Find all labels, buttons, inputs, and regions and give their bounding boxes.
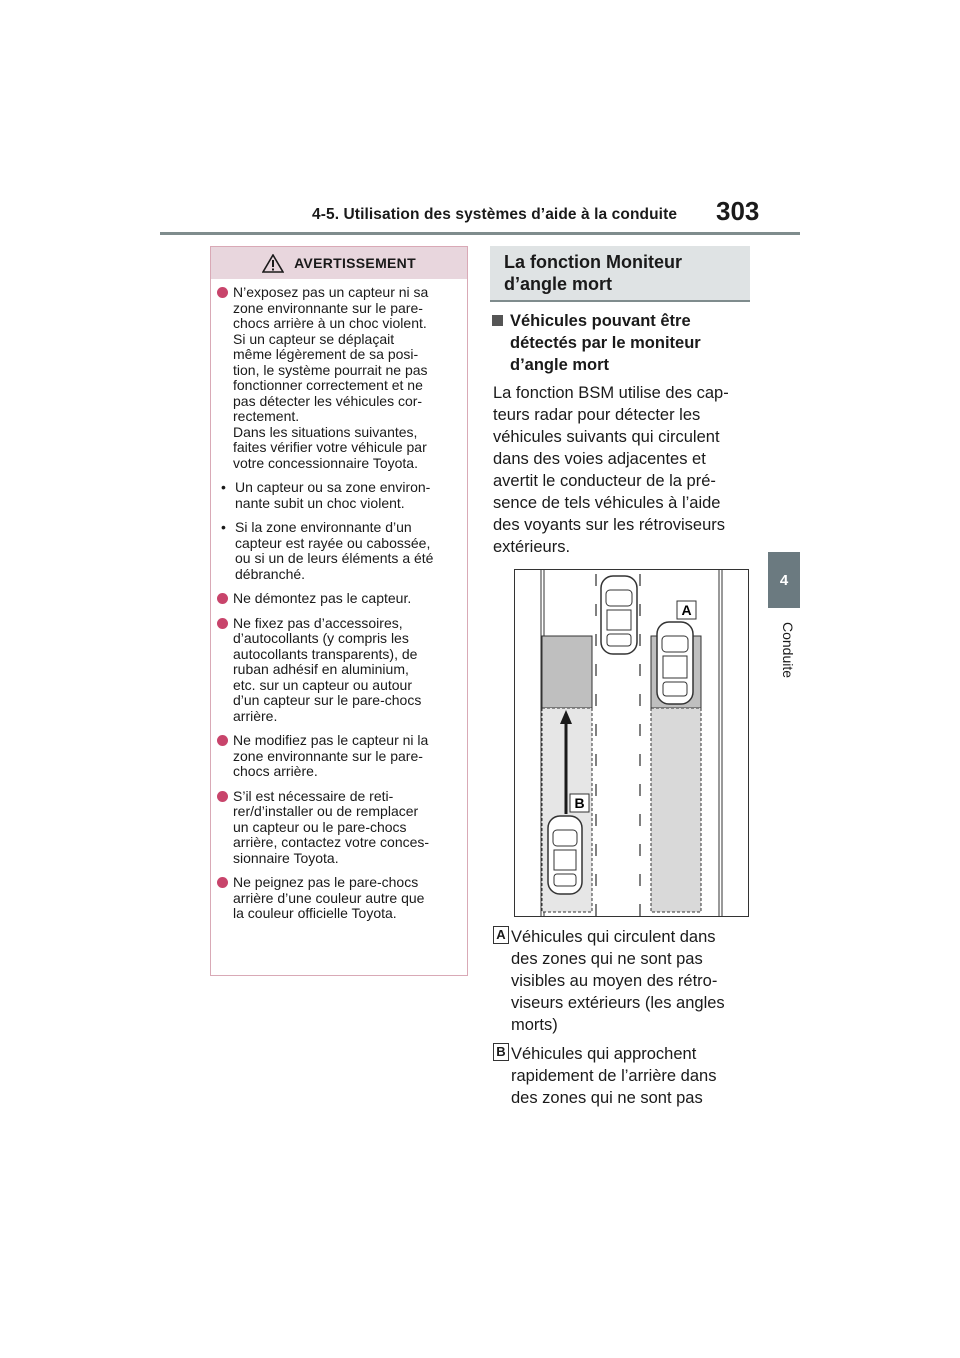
bullet-dot-icon [217,287,228,298]
warning-item [217,591,457,607]
legend-key-a: A [493,926,509,944]
warning-item-text: N’exposez pas un capteur ni sa zone environnante sur le pare- chocs arrière à un choc violent. Si un capteur se déplaçait même légèrement de sa posi- tion, le système pourrait ne pas fonctionner correctement et ne pas détecter les véhicules cor- rectement. Dans les situations suivantes, faites vérifier votre véhicule par votre concessionnaire Toyota. [233,284,429,471]
legend-item-b [493,1043,753,1109]
sub-heading [492,310,748,376]
header-divider [160,232,800,235]
warning-item [217,733,457,780]
car-icon [657,622,693,704]
figure-label-b: B [574,795,585,811]
figure-label-a: A [681,602,692,618]
bullet-icon: • [221,479,226,495]
bullet-icon: • [221,519,226,535]
page-number: 303 [716,196,760,226]
warning-subitem-text: Si la zone environnante d’un capteur est rayée ou cabossée, ou si un de leurs éléments a été débranché. [235,519,434,582]
section-title: La fonction Moniteur d’angle mort [490,246,750,302]
bullet-dot-icon [217,593,228,604]
sub-heading-text: Véhicules pouvant être détectés par le moniteur d’angle mort [510,312,701,374]
warning-item-text: S’il est nécessaire de reti- rer/d’installer ou de remplacer un capteur ou le pare-chocs arrière, contactez votre conces- sionnaire Toyota. [233,787,430,866]
approach-zone-right [651,708,701,912]
chapter-label: Conduite [780,622,796,679]
legend-key-b: B [493,1043,509,1061]
legend-text-a: Véhicules qui circulent dans des zones qui ne sont pas visibles au moyen des rétro- viseurs extérieurs (les angles morts) [511,928,725,1034]
legend-text-b: Véhicules qui approchent rapidement de l’arrière dans des zones qui ne sont pas [511,1045,717,1107]
warning-body [211,279,467,922]
car-icon [601,576,637,654]
blind-spot-zone-left [542,636,592,708]
warning-item [217,285,457,471]
chapter-tab: 4 [768,552,800,608]
warning-item-text: Ne modifiez pas le capteur ni la zone environnante sur le pare- chocs arrière. [233,732,429,779]
bullet-dot-icon [217,791,228,802]
body-paragraph: La fonction BSM utilise des cap- teurs radar pour détecter les véhicules suivants qui circulent dans des voies adjacentes et avertit le conducteur de la pré- sence de tels véhicules à l’aide des voyants sur les rétroviseurs extérieurs. [493,384,729,556]
warning-item-text: Ne démontez pas le capteur. [233,590,412,606]
legend-item-a [493,926,753,1036]
warning-item-text: Ne peignez pas le pare-chocs arrière d’une couleur autre que la couleur officielle Toyota. [233,874,425,921]
bullet-dot-icon [217,735,228,746]
bullet-dot-icon [217,618,228,629]
warning-item [217,789,457,867]
warning-subitem-text: Un capteur ou sa zone environ- nante subit un choc violent. [235,479,431,511]
bullet-dot-icon [217,877,228,888]
car-icon [548,816,582,894]
warning-subitem [217,480,457,511]
warning-subitem [217,520,457,582]
warning-title: AVERTISSEMENT [294,255,416,271]
warning-item [217,875,457,922]
warning-header [211,247,467,279]
square-bullet-icon [492,315,503,326]
warning-box [210,246,468,976]
warning-item [217,616,457,725]
running-header: 4-5. Utilisation des systèmes d’aide à la conduite [312,206,678,223]
warning-item-text: Ne fixez pas d’accessoires, d’autocollants (y compris les autocollants transparents), de ruban adhésif en aluminium, etc. sur un capteur ou autour d’un capteur sur le pare-chocs arrière. [233,614,422,724]
warning-triangle-icon [262,254,284,273]
blind-spot-illustration [514,569,749,917]
